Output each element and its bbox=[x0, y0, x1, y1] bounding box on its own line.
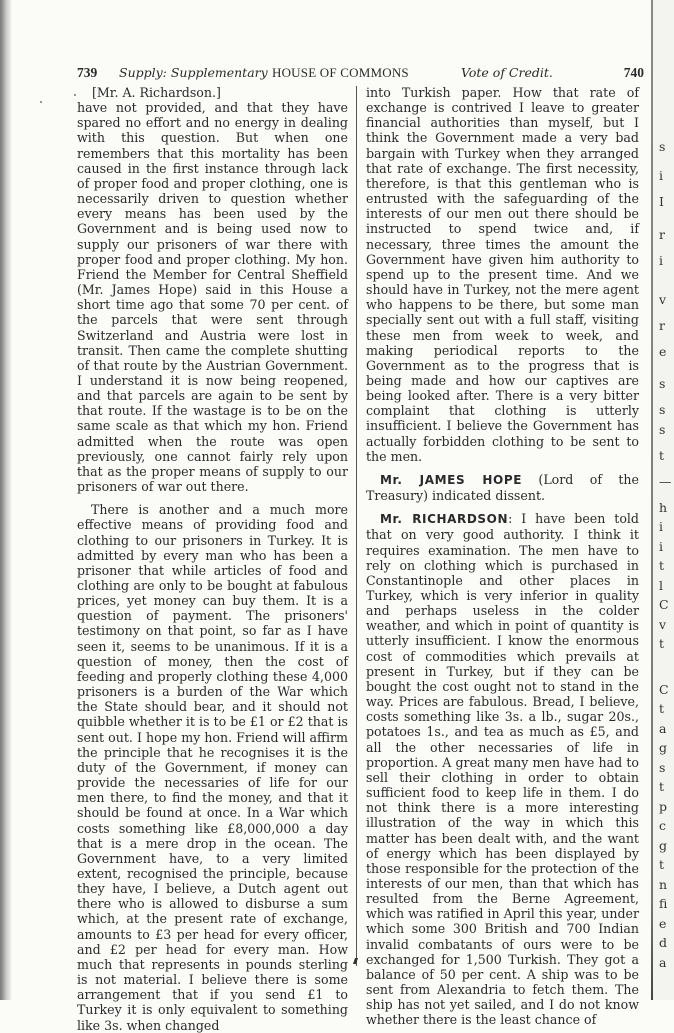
next-page-fragment: p bbox=[659, 799, 668, 814]
page-number-right: 740 bbox=[623, 65, 644, 80]
next-page-fragment: t bbox=[659, 448, 665, 463]
next-page-fragment: l bbox=[659, 578, 663, 593]
next-page-fragment: t bbox=[659, 636, 665, 651]
column-divider bbox=[356, 86, 357, 966]
next-page-fragment: a bbox=[659, 721, 667, 736]
next-page-fragment: i bbox=[659, 539, 663, 554]
next-page-fragment: e bbox=[659, 344, 667, 359]
interjection-text: (Lord of the Treasury) indicated dissent. bbox=[366, 471, 639, 504]
next-page-fragment: s bbox=[659, 139, 666, 154]
next-page-fragment: I bbox=[659, 194, 664, 209]
next-page-fragment: g bbox=[659, 740, 668, 755]
next-page-fragment: i bbox=[659, 253, 663, 268]
paragraph: There is another and a much more effective means of providing food and clothing to our prisoners in Turkey. It is admitted by every man who has been a prisoner that while articles of food and clothing are only to be bought at fabulous prices, yet money can buy them. It is a question of payment. The prisoners' testimony on that point, so far as I have seen it, seems to be unanimous. If it is a question of money, then the cost of feeding and properly clothing these 4,000 prisoners is a burden of the War which the State should bear, and it should not quibble whether it is to be £1 or £2 that is sent out. I hope my hon. Friend will affirm the principle that he recognises it is the duty of the Government, if money can provide the necessaries of life for our men there, to find the money, and that it should be found at once. In a War which costs something like £8,000,000 a day that is a mere drop in the ocean. The Government have, to a very limited extent, recognised the principle, because they have, I believe, a Dutch agent out there who is allowed to disburse a sum which, at the present rate of exchange, amounts to £3 per head for every officer, and £2 per head for every man. How much that represents in pounds sterling is not material. I believe there is some arrangement that if you send £1 to Turkey it is only equivalent to something like 3s. when changed bbox=[77, 502, 348, 1033]
page-header bbox=[77, 64, 644, 82]
next-page-fragment: v bbox=[659, 617, 667, 632]
next-page-fragment: r bbox=[659, 227, 665, 242]
page-number-left: 739 bbox=[77, 65, 98, 80]
next-page-fragment: c bbox=[659, 818, 667, 833]
next-page-fragment: C bbox=[659, 597, 669, 612]
next-page-fragment: s bbox=[659, 402, 666, 417]
next-page-fragment: r bbox=[659, 318, 665, 333]
next-page-fragment: i bbox=[659, 168, 663, 183]
speaker-name: Mr. JAMES HOPE bbox=[380, 472, 523, 487]
speech-text: : I have been told that on very good authority. I think it requires examination. The men have to rely on clothing which is purchased in Constantinople and other places in Turkey, which is very inferior in quality and perhaps useless in the colder weather, and which in point of quantity is utterly insufficient. I know the enormous cost of commodities which prevails at present in Turkey, but if they can be bought the cost ought not to stand in the way. Prices are fabulous. Bread, I believe, costs something like 3s. a lb., sugar 20s., potatoes 1s., and tea as much as £5, and all the other necessaries of life in proportion. A great many men have had to sell their clothing in order to obtain sufficient food to keep life in them. I do not think there is a more interesting illustration of the way in which this matter has been dealt with, and the want of energy which has been displayed by those responsible for the protection of the interests of our men, than that which has resulted from the Berne Agreement, which was ratified in April this year, under which some 300 British and 700 Indian invalid combatants of ours were to be exchanged for 1,500 Turkish. They got a balance of 50 per cent. A ship was to be sent from Alexandria to fetch them. The ship has not yet sailed, and I do not know whether there is the least chance of bbox=[366, 511, 639, 1028]
next-page-fragment: t bbox=[659, 857, 665, 872]
header-title-left: Supply: Supplementary bbox=[119, 65, 268, 80]
next-page-fragment: fi bbox=[659, 896, 668, 911]
next-page-fragment: s bbox=[659, 760, 666, 775]
next-page-fragment: e bbox=[659, 916, 667, 931]
next-page-fragment: t bbox=[659, 558, 665, 573]
next-page-fragment: t bbox=[659, 779, 665, 794]
paragraph: into Turkish paper. How that rate of exchange is contrived I leave to greater financial authorities than myself, but I think the Government made a very bad bargain with Turkey when they arranged that rate of exchange. The first necessity, therefore, is that this gentleman who is entrusted with the safeguarding of the interests of our men out there should be instructed to spend twice and, if necessary, three times the amount the Government have given him authority to spend up to the present time. And we should have in Turkey, not the mere agent who happens to be there, but some man specially sent out with a full staff, visiting these men from week to week, and making periodical reports to the Government as to the progress that is being made and how our captives are being looked after. There is a very bitter complaint that clothing is utterly insufficient. I believe the Government has actually forbidden clothing to be sent to the men. bbox=[366, 85, 639, 464]
header-title-center: HOUSE OF COMMONS bbox=[272, 65, 409, 80]
next-page-fragment: n bbox=[659, 877, 668, 892]
column-divider-mark bbox=[353, 958, 358, 964]
next-page-fragment: s bbox=[659, 376, 666, 391]
speck bbox=[74, 94, 76, 96]
next-page-fragment: d bbox=[659, 935, 668, 950]
header-title-right: Vote of Credit. bbox=[461, 65, 553, 80]
next-page-fragment: — bbox=[659, 474, 672, 489]
speech-paragraph bbox=[366, 511, 639, 1027]
paragraph: have not provided, and that they have spared no effort and no energy in dealing with this question. But when one remembers that this mortality has been caused in the first instance through lack of proper food and proper clothing, one is necessarily driven to question whether every means has been used by the Government and is being used now to supply our prisoners of war there with proper food and proper clothing. My hon. Friend the Member for Central Sheffield (Mr. James Hope) said in this House a short time ago that some 70 per cent. of the parcels that were sent through Switzerland and Austria were lost in transit. Then came the complete shutting of that route by the Austrian Government. I understand it is now being reopened, and that parcels are again to be sent by that route. If the wastage is to be on the same scale as that which my hon. Friend admitted when the route was open previously, one cannot fairly rely upon that as the proper means of supply to our prisoners of war out there. bbox=[77, 100, 348, 495]
speck bbox=[40, 101, 42, 103]
interjection-paragraph bbox=[366, 472, 639, 503]
next-page-fragment: v bbox=[659, 292, 667, 307]
next-page-fragment: i bbox=[659, 519, 663, 534]
book-binding-shadow bbox=[0, 0, 12, 1000]
next-page-fragment: C bbox=[659, 682, 669, 697]
next-page-fragment: g bbox=[659, 838, 668, 853]
left-column bbox=[77, 85, 348, 1033]
next-page-fragment: a bbox=[659, 955, 667, 970]
speaker-name: Mr. RICHARDSON bbox=[380, 512, 509, 527]
speaker-continuation-tag: [Mr. A. Richardson.] bbox=[92, 85, 221, 100]
next-page-fragment: h bbox=[659, 500, 668, 515]
next-page-edge bbox=[653, 0, 674, 1000]
next-page-fragment: t bbox=[659, 701, 665, 716]
next-page-fragment: s bbox=[659, 422, 666, 437]
right-column bbox=[366, 85, 639, 1028]
